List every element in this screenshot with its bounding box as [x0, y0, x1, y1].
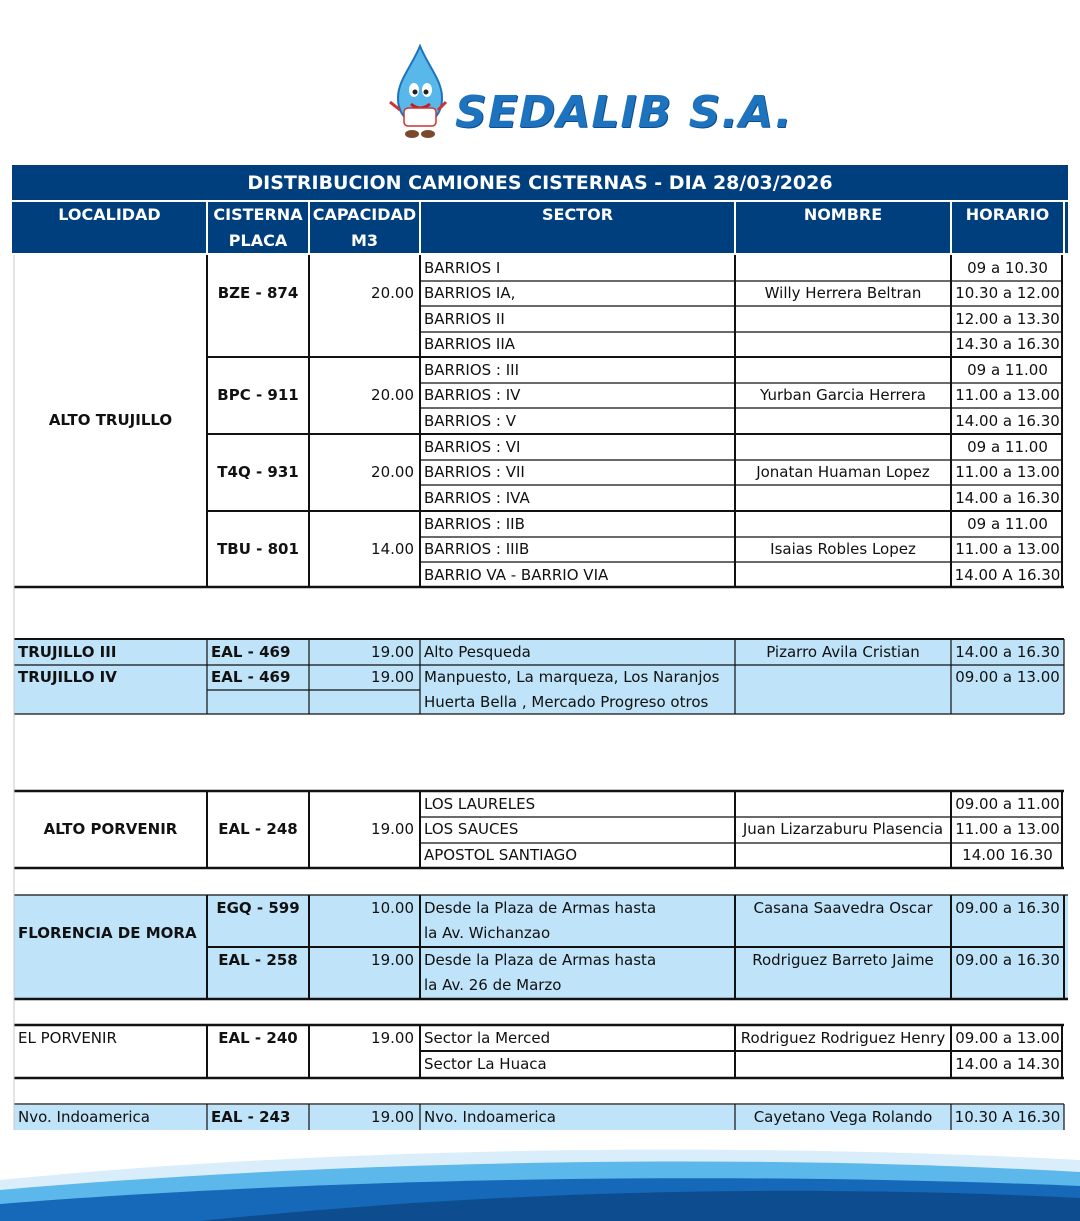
horario-cell: 11.00 a 13.00	[955, 463, 1060, 481]
capacidad-cell: 10.00	[371, 899, 414, 917]
placa-cell: TBU - 801	[217, 540, 299, 558]
header-m3: M3	[350, 231, 379, 250]
sector-cell: BARRIOS : IV	[424, 386, 521, 404]
sedalib-logo-text: SEDALIB S.A.	[455, 87, 793, 138]
capacidad-cell: 19.00	[371, 1108, 414, 1126]
placa-cell: BZE - 874	[217, 284, 299, 302]
localidad-cell: EL PORVENIR	[18, 1029, 117, 1047]
capacidad-cell: 19.00	[371, 820, 414, 838]
horario-cell: 09.00 a 13.00	[955, 1029, 1060, 1047]
placa-cell: BPC - 911	[217, 386, 299, 404]
nombre-cell: Rodriguez Barreto Jaime	[752, 951, 934, 969]
horario-cell: 09.00 a 11.00	[955, 795, 1060, 813]
horario-cell: 14.00 a 16.30	[955, 489, 1060, 507]
sector-cell: LOS SAUCES	[424, 820, 519, 838]
nombre-cell: Yurban Garcia Herrera	[760, 386, 926, 404]
horario-cell: 14.30 a 16.30	[955, 335, 1060, 353]
localidad-cell: TRUJILLO III	[18, 643, 117, 661]
header-placa: PLACA	[228, 231, 288, 250]
placa-cell: EAL - 469	[211, 668, 291, 686]
header-localidad: LOCALIDAD	[58, 205, 161, 224]
sector-cell: BARRIOS IA,	[424, 284, 516, 302]
footer-wave-decoration	[0, 1140, 1080, 1221]
sector-cell: la Av. Wichanzao	[424, 924, 551, 942]
placa-cell: EAL - 240	[218, 1029, 298, 1047]
sector-cell: Sector La Huaca	[424, 1055, 547, 1073]
header-capacidad: CAPACIDAD	[312, 205, 417, 224]
placa-cell: EAL - 258	[218, 951, 298, 969]
placa-cell: EGQ - 599	[216, 899, 300, 917]
sector-cell: Desde la Plaza de Armas hasta	[424, 951, 657, 969]
sector-cell: BARRIO VA - BARRIO VIA	[424, 566, 609, 584]
capacidad-cell: 20.00	[371, 386, 414, 404]
horario-cell: 10.30 A 16.30	[954, 1108, 1061, 1126]
horario-cell: 14.00 a 16.30	[955, 643, 1060, 661]
nombre-cell: Cayetano Vega Rolando	[753, 1108, 933, 1126]
horario-cell: 11.00 a 13.00	[955, 386, 1060, 404]
horario-cell: 11.00 a 13.00	[955, 820, 1060, 838]
sector-cell: la Av. 26 de Marzo	[424, 976, 562, 994]
horario-cell: 09 a 11.00	[967, 438, 1048, 456]
placa-cell: T4Q - 931	[217, 463, 299, 481]
horario-cell: 14.00 A 16.30	[954, 566, 1061, 584]
sector-cell: BARRIOS : IVA	[424, 489, 530, 507]
horario-cell: 09 a 10.30	[967, 259, 1048, 277]
header-horario: HORARIO	[965, 205, 1050, 224]
capacidad-cell: 19.00	[371, 1029, 414, 1047]
sector-cell: BARRIOS : III	[424, 361, 520, 379]
capacidad-cell: 20.00	[371, 284, 414, 302]
horario-cell: 09 a 11.00	[967, 515, 1048, 533]
sector-cell: BARRIOS : VI	[424, 438, 521, 456]
sector-cell: Desde la Plaza de Armas hasta	[424, 899, 657, 917]
horario-cell: 14.00 a 14.30	[955, 1055, 1060, 1073]
localidad-cell: ALTO PORVENIR	[43, 820, 178, 838]
capacidad-cell: 14.00	[371, 540, 414, 558]
sector-cell: Sector la Merced	[424, 1029, 551, 1047]
nombre-cell: Willy Herrera Beltran	[764, 284, 922, 302]
sector-cell: Huerta Bella , Mercado Progreso otros	[424, 693, 709, 711]
placa-cell: EAL - 469	[211, 643, 291, 661]
sector-cell: BARRIOS : VII	[424, 463, 525, 481]
nombre-cell: Rodriguez Rodriguez Henry	[740, 1029, 946, 1047]
header-cisterna: CISTERNA	[213, 205, 303, 224]
capacidad-cell: 19.00	[371, 668, 414, 686]
horario-cell: 11.00 a 13.00	[955, 540, 1060, 558]
localidad-cell: TRUJILLO IV	[18, 668, 117, 686]
horario-cell: 14.00 16.30	[962, 846, 1053, 864]
capacidad-cell: 19.00	[371, 951, 414, 969]
nombre-cell: Juan Lizarzaburu Plasencia	[742, 820, 944, 838]
nombre-cell: Pizarro Avila Cristian	[766, 643, 920, 661]
sector-cell: BARRIOS IIA	[424, 335, 516, 353]
sector-cell: Alto Pesqueda	[424, 643, 531, 661]
capacidad-cell: 19.00	[371, 643, 414, 661]
horario-cell: 09.00 a 16.30	[955, 951, 1060, 969]
placa-cell: EAL - 248	[218, 820, 298, 838]
sector-cell: BARRIOS II	[424, 310, 505, 328]
sector-cell: BARRIOS : IIIB	[424, 540, 530, 558]
sector-cell: BARRIOS : V	[424, 412, 516, 430]
horario-cell: 09.00 a 13.00	[955, 668, 1060, 686]
header-sector: SECTOR	[541, 205, 614, 224]
sector-cell: LOS LAURELES	[424, 795, 536, 813]
nombre-cell: Casana Saavedra Oscar	[753, 899, 933, 917]
sector-cell: Manpuesto, La marqueza, Los Naranjos	[424, 668, 720, 686]
horario-cell: 09.00 a 16.30	[955, 899, 1060, 917]
localidad-cell: FLORENCIA DE MORA	[18, 924, 197, 942]
horario-cell: 14.00 a 16.30	[955, 412, 1060, 430]
sector-cell: APOSTOL SANTIAGO	[424, 846, 578, 864]
header-nombre: NOMBRE	[803, 205, 883, 224]
nombre-cell: Jonatan Huaman Lopez	[756, 463, 930, 481]
capacidad-cell: 20.00	[371, 463, 414, 481]
sector-cell: Nvo. Indoamerica	[424, 1108, 556, 1126]
placa-cell: EAL - 243	[211, 1108, 291, 1126]
page-title: DISTRIBUCION CAMIONES CISTERNAS - DIA 28/03/2026	[247, 172, 833, 194]
sector-cell: BARRIOS : IIB	[424, 515, 525, 533]
sector-cell: BARRIOS I	[424, 259, 501, 277]
horario-cell: 10.30 a 12.00	[955, 284, 1060, 302]
localidad-cell: Nvo. Indoamerica	[18, 1108, 150, 1126]
horario-cell: 09 a 11.00	[967, 361, 1048, 379]
horario-cell: 12.00 a 13.30	[955, 310, 1060, 328]
localidad-cell: ALTO TRUJILLO	[48, 411, 173, 429]
nombre-cell: Isaias Robles Lopez	[770, 540, 916, 558]
